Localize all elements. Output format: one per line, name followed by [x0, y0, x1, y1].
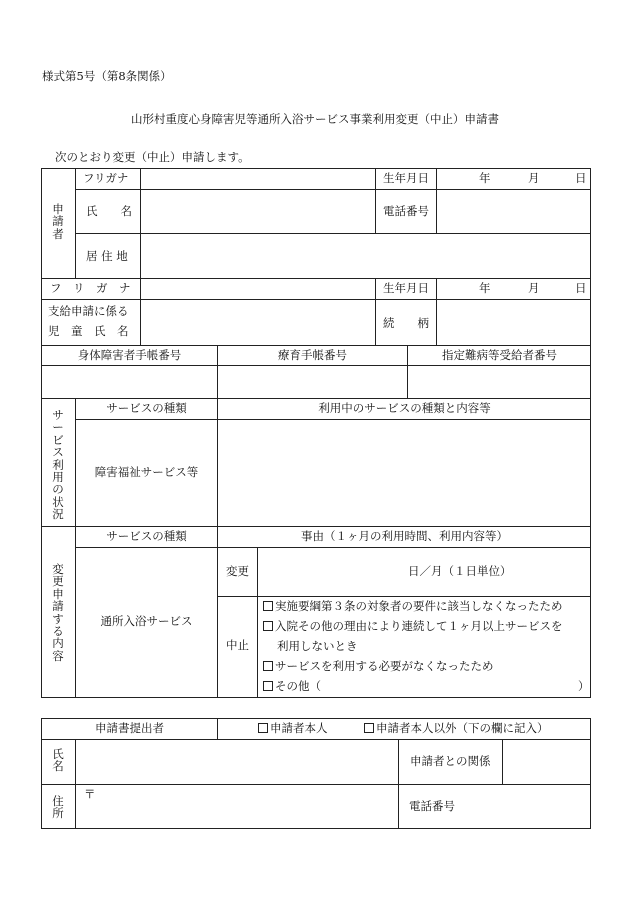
change-section-label: 変更申請する内容: [52, 562, 64, 663]
child-name-field[interactable]: [141, 300, 374, 345]
change-service-name: 通所入浴サービス: [100, 614, 193, 628]
child-name-label-line2: 児 童 氏 名: [48, 324, 129, 338]
usage-content-field[interactable]: [218, 420, 590, 526]
submitter-relation-field[interactable]: [503, 740, 590, 784]
stop-reason-other-close: ）: [578, 679, 590, 693]
child-birthdate-field[interactable]: [437, 279, 590, 299]
stop-reason-4-text: その他（: [275, 679, 321, 693]
child-name-label-line1: 支給申請に係る: [48, 304, 129, 318]
submitter-self-checkbox[interactable]: [258, 723, 268, 733]
form-title: 山形村重度心身障害児等通所入浴サービス事業利用変更（中止）申請書: [131, 112, 499, 126]
stop-reason-3-text: サービスを利用する必要がなくなったため: [275, 659, 494, 673]
usage-section-label: サービス利用の状況: [52, 408, 64, 522]
applicant-phone-field[interactable]: [437, 190, 590, 233]
usage-type-header: サービスの種類: [106, 401, 187, 415]
applicant-name-field[interactable]: [141, 190, 374, 233]
change-type-header: サービスの種類: [106, 529, 187, 543]
intractable-disease-field[interactable]: [408, 366, 590, 398]
applicant-address-field[interactable]: [141, 234, 590, 278]
stop-reason-3[interactable]: [263, 661, 494, 673]
stop-reason-4-checkbox[interactable]: [263, 681, 273, 691]
applicant-section-label: 申請者: [52, 202, 64, 241]
postal-mark: 〒: [84, 787, 96, 801]
applicant-furigana-label: フリガナ: [83, 171, 129, 185]
applicant-birthdate-label: 生年月日: [383, 171, 429, 185]
submitter-other-checkbox[interactable]: [364, 723, 374, 733]
stop-reason-2-text: 入院その他の理由により連続して１ヶ月以上サービスを: [275, 619, 563, 633]
child-relation-field[interactable]: [437, 300, 590, 345]
stop-reason-1-checkbox[interactable]: [263, 601, 273, 611]
usage-service-name: 障害福祉サービス等: [94, 465, 199, 479]
applicant-birthdate-field[interactable]: [437, 169, 590, 189]
change-days-field[interactable]: [258, 548, 408, 596]
intro-text: 次のとおり変更（中止）申請します。: [55, 150, 250, 164]
usage-content-header: 利用中のサービスの種類と内容等: [318, 401, 491, 415]
stop-label: 中止: [226, 638, 249, 652]
submitter-phone-field[interactable]: [470, 785, 590, 828]
submitter-name-field[interactable]: [76, 740, 397, 784]
rehab-handbook-field[interactable]: [218, 366, 406, 398]
submitter-phone-label: 電話番号: [409, 799, 455, 813]
physical-handbook-label: 身体障害者手帳番号: [77, 348, 182, 362]
stop-reason-2-checkbox[interactable]: [263, 621, 273, 631]
child-furigana-field[interactable]: [141, 279, 374, 299]
stop-reason-1-text: 実施要綱第３条の対象者の要件に該当しなくなったため: [275, 599, 563, 613]
child-birth-year-unit: 年: [479, 281, 491, 295]
intractable-disease-label: 指定難病等受給者番号: [442, 348, 557, 362]
form-number: 様式第5号（第8条関係）: [42, 69, 172, 83]
applicant-address-label: 居 住 地: [86, 249, 128, 263]
stop-reason-1[interactable]: [263, 601, 563, 613]
applicant-furigana-field[interactable]: [141, 169, 374, 189]
submitter-self-text: 申請者本人: [270, 721, 328, 735]
stop-reason-2[interactable]: [263, 621, 563, 633]
change-reason-header: 事由（１ヶ月の利用時間、利用内容等）: [301, 529, 508, 543]
rehab-handbook-label: 療育手帳番号: [278, 348, 347, 362]
child-relation-label: 続 柄: [383, 316, 429, 330]
applicant-birth-month-unit: 月: [528, 171, 540, 185]
stop-reason-4[interactable]: [263, 681, 321, 693]
submitter-address-label: 住所: [52, 794, 64, 821]
child-furigana-label: フ リ ガ ナ: [50, 281, 131, 295]
child-birthdate-label: 生年月日: [383, 281, 429, 295]
applicant-birth-day-unit: 日: [575, 171, 587, 185]
submitter-header: 申請書提出者: [95, 721, 164, 735]
stop-reason-3-checkbox[interactable]: [263, 661, 273, 671]
submitter-option-self[interactable]: [258, 723, 328, 735]
submitter-address-field[interactable]: [76, 785, 397, 828]
child-birth-month-unit: 月: [528, 281, 540, 295]
submitter-name-label: 氏名: [52, 747, 64, 774]
change-label: 変更: [226, 564, 249, 578]
stop-reason-2-continuation: 利用しないとき: [277, 639, 358, 653]
child-birth-day-unit: 日: [575, 281, 587, 295]
stop-reason-other-field[interactable]: [318, 678, 573, 694]
applicant-name-label: 氏 名: [86, 204, 132, 218]
submitter-option-other[interactable]: [364, 723, 549, 735]
submitter-other-text: 申請者本人以外（下の欄に記入）: [376, 721, 549, 735]
change-unit: 日／月（１日単位）: [408, 564, 512, 578]
physical-handbook-field[interactable]: [42, 366, 216, 398]
applicant-birth-year-unit: 年: [479, 171, 491, 185]
applicant-phone-label: 電話番号: [383, 204, 429, 218]
submitter-relation-label: 申請者との関係: [410, 754, 491, 768]
